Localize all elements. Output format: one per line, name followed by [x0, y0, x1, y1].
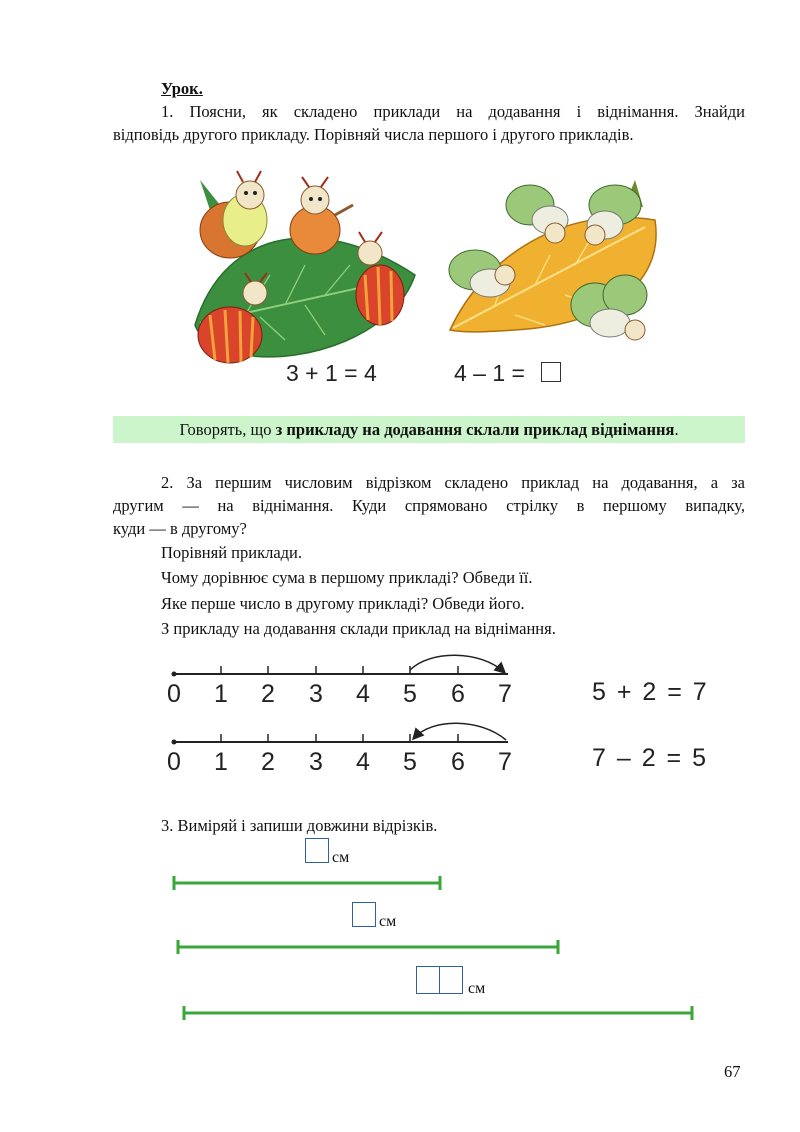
rule-highlight [113, 416, 745, 443]
unit-label-3: см [468, 980, 486, 997]
digit-3: 3 [309, 680, 323, 708]
number-line-2 [160, 720, 530, 750]
task3-instruction: 3. Виміряй і запиши довжини відрізків. [161, 816, 438, 835]
lesson-heading: Урок. [161, 79, 203, 98]
number-line-ticks [221, 734, 458, 742]
length-answer-box-3a[interactable] [416, 966, 440, 994]
digit-6: 6 [451, 680, 465, 708]
segment-3 [180, 1004, 698, 1022]
task1-line1: 1. Поясни, як складено приклади на додавання і віднімання. Знайди [161, 102, 745, 121]
rule-suffix: . [674, 420, 679, 439]
length-answer-box-3b[interactable] [439, 966, 463, 994]
unit-label-1: см [332, 849, 350, 866]
beetle-green-1-image [506, 185, 568, 243]
answer-box[interactable] [541, 362, 561, 382]
equation-addition: 5 + 2 = 7 [592, 678, 707, 706]
number-line-start-dot [172, 740, 177, 745]
segment-1 [170, 874, 445, 892]
digit-1: 1 [214, 748, 228, 776]
segment-2 [174, 938, 564, 956]
digit-1: 1 [214, 680, 228, 708]
digit-4: 4 [356, 680, 370, 708]
task2-question3: Яке перше число в другому прикладі? Обведи його. [161, 594, 525, 613]
task2-question1: Порівняй приклади. [161, 543, 302, 562]
task2-question4: З прикладу на додавання склади приклад на віднімання. [161, 619, 556, 638]
unit-label-2: см [379, 913, 397, 930]
length-answer-box-2[interactable] [352, 902, 376, 927]
task2-line2: другим — на віднімання. Куди спрямовано стрілку в першому випадку, [113, 496, 745, 515]
digit-2: 2 [261, 748, 275, 776]
digit-0: 0 [167, 748, 181, 776]
arrow-right-icon [410, 655, 504, 672]
digit-7: 7 [498, 748, 512, 776]
length-answer-box-1[interactable] [305, 838, 329, 863]
illustration-equation-subtraction: 4 – 1 = [454, 360, 525, 386]
digit-7: 7 [498, 680, 512, 708]
rule-bold: з прикладу на додавання склали приклад віднімання [275, 420, 675, 439]
rule-prefix: Говорять, що [179, 420, 276, 439]
page-number: 67 [724, 1062, 741, 1081]
task2-question2: Чому дорівнює сума в першому прикладі? Обведи її. [161, 568, 533, 587]
digit-2: 2 [261, 680, 275, 708]
digit-0: 0 [167, 680, 181, 708]
digit-3: 3 [309, 748, 323, 776]
task2-line3: куди — в другому? [113, 519, 247, 538]
digit-4: 4 [356, 748, 370, 776]
number-line-ticks [221, 666, 458, 674]
beetle-green-3-image [449, 250, 515, 297]
task1-line2: відповідь другого прикладу. Порівняй числа першого і другого прикладів. [113, 125, 634, 144]
number-line-start-dot [172, 672, 177, 677]
equation-subtraction: 7 – 2 = 5 [592, 744, 706, 772]
digit-6: 6 [451, 748, 465, 776]
beetles-illustration [185, 165, 675, 400]
beetle-yellow-image [200, 171, 267, 258]
task2-line1: 2. За першим числовим відрізком складено приклад на додавання, а за [161, 473, 745, 492]
digit-5: 5 [403, 680, 417, 708]
illustration-equation-addition: 3 + 1 = 4 [286, 360, 377, 386]
number-line-1 [160, 652, 530, 682]
digit-5: 5 [403, 748, 417, 776]
beetle-striped-right-image [356, 232, 404, 325]
arrow-left-icon [414, 723, 506, 740]
